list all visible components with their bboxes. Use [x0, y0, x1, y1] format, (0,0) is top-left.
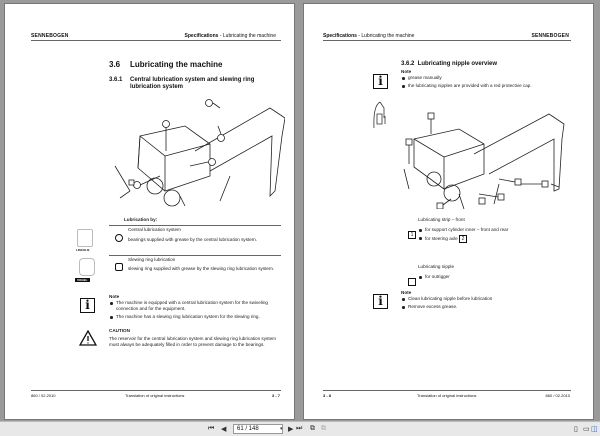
- note-item: Clean lubricating nipple before lubrication: [401, 296, 581, 302]
- note-list: [109, 300, 284, 320]
- note-title: Note: [401, 69, 412, 74]
- page-right: [303, 3, 594, 420]
- lincoln-label: LINCOLN: [76, 248, 90, 252]
- subsection-text: Lubricating nipple overview: [417, 61, 498, 67]
- note-item: Remove excess grease.: [401, 304, 581, 310]
- machine-illustration: [399, 109, 579, 209]
- nipple-list: [418, 274, 450, 280]
- note-title: Note: [109, 294, 120, 299]
- page-header: [323, 33, 414, 39]
- single-page-view-icon[interactable]: ▯: [574, 426, 578, 433]
- note-item: grease manually: [401, 75, 581, 81]
- subsection-title: Central lubrication system and slewing ring lubrication system: [130, 77, 255, 90]
- subsection-number: 3.6.1: [109, 77, 123, 83]
- page-dropdown-icon[interactable]: ▾: [280, 426, 283, 432]
- warning-icon: [79, 330, 97, 346]
- nipple-item: for outrigger: [418, 274, 450, 280]
- footer-rule: [323, 390, 571, 391]
- info-icon: i: [373, 74, 388, 89]
- lincoln-pump-icon: [77, 229, 93, 247]
- next-page-button[interactable]: ▶: [288, 426, 294, 433]
- caution-text: The reservoir for the central lubrication system and slewing ring lubrication system must always be adequately filled in order to prevent damage to the bearings.: [109, 336, 276, 347]
- strip-item-text: for steering axle: [425, 236, 458, 242]
- vogel-pump-icon: [79, 258, 95, 276]
- slewing-desc: slewing ring supplied with grease by the slewing ring lubrication system.: [128, 266, 275, 271]
- footer-rule: [31, 390, 281, 391]
- subsection-title: [401, 61, 497, 68]
- page-number: 3 - 7: [271, 393, 280, 398]
- lubrication-by-label: Lubrication by:: [124, 217, 158, 222]
- info-icon: i: [373, 294, 388, 309]
- copy-icon[interactable]: ⧉: [310, 425, 315, 432]
- strip-box-1: [408, 226, 416, 244]
- page-header: [185, 33, 276, 39]
- header-rest: - Lubricating the machine: [218, 33, 276, 39]
- header-rest: - Lubricating the machine: [356, 33, 415, 39]
- note-item: the lubricating nipples are provided with a red protective cap.: [401, 83, 581, 89]
- footer-left: 860 / 02.2010: [31, 393, 56, 398]
- note-item: The machine is equipped with a central lubrication system for the swiveling connection and for the equipment.: [109, 300, 284, 312]
- central-title: Central lubrication system: [128, 227, 181, 232]
- empty-box: [408, 278, 416, 286]
- caution-title: CAUTION: [109, 328, 130, 333]
- first-page-button[interactable]: ⏮: [208, 425, 215, 432]
- nipple-title: Lubricating nipple: [418, 264, 455, 269]
- footer-center: Translation of original instructions: [125, 393, 185, 398]
- vogel-label: VOGEL: [77, 278, 88, 282]
- section-title: Lubricating the machine: [130, 60, 223, 69]
- header-rule: [31, 40, 281, 41]
- strip-title: Lubricating strip – front: [418, 217, 465, 222]
- prev-page-button[interactable]: ◀: [221, 426, 227, 433]
- brand-logo: SENNEBOGEN: [31, 33, 69, 39]
- label-box-2: 2: [459, 235, 467, 243]
- slewing-title: Slewing ring lubrication: [128, 257, 176, 262]
- note-title: Note: [401, 290, 412, 295]
- subsection-number: 3.6.2: [401, 61, 415, 67]
- machine-illustration: [110, 96, 285, 211]
- header-bold: Specifications: [323, 33, 357, 39]
- last-page-button[interactable]: ⏭: [296, 425, 303, 432]
- continuous-view-icon[interactable]: ▭: [583, 426, 590, 433]
- footer-center: Translation of original instructions: [417, 393, 477, 398]
- note-list: [401, 296, 581, 310]
- brand-logo: SENNEBOGEN: [531, 33, 569, 39]
- rule: [109, 225, 281, 226]
- strip-item: for support cylinder inner – front and rear: [418, 227, 588, 233]
- label-box-1: 1: [408, 231, 416, 239]
- nipple-box: [408, 273, 416, 291]
- note-list: [401, 75, 581, 89]
- square-symbol-icon: [115, 263, 123, 271]
- info-icon: i: [80, 298, 95, 313]
- central-desc: bearings supplied with grease by the central lubrication system.: [128, 237, 257, 242]
- section-number: 3.6: [109, 60, 121, 69]
- header-bold: Specifications: [184, 33, 219, 39]
- viewer-toolbar: [0, 421, 600, 436]
- two-page-view-icon[interactable]: ◫: [591, 426, 598, 433]
- note-item: The machine has a slewing ring lubrication system for the slewing ring.: [109, 314, 284, 320]
- page-number-input[interactable]: 61 / 148: [233, 424, 283, 434]
- circle-symbol-icon: [115, 234, 123, 242]
- grease-gun-icon: [370, 100, 390, 132]
- strip-item: [418, 235, 588, 243]
- rule: [109, 255, 281, 256]
- strip-list: [418, 227, 588, 243]
- header-rule: [323, 40, 571, 41]
- page-left: [4, 3, 295, 420]
- footer-right: 860 / 02.2010: [545, 393, 570, 398]
- paste-icon[interactable]: ⧉: [321, 425, 326, 432]
- page-number: 3 - 8: [323, 393, 332, 398]
